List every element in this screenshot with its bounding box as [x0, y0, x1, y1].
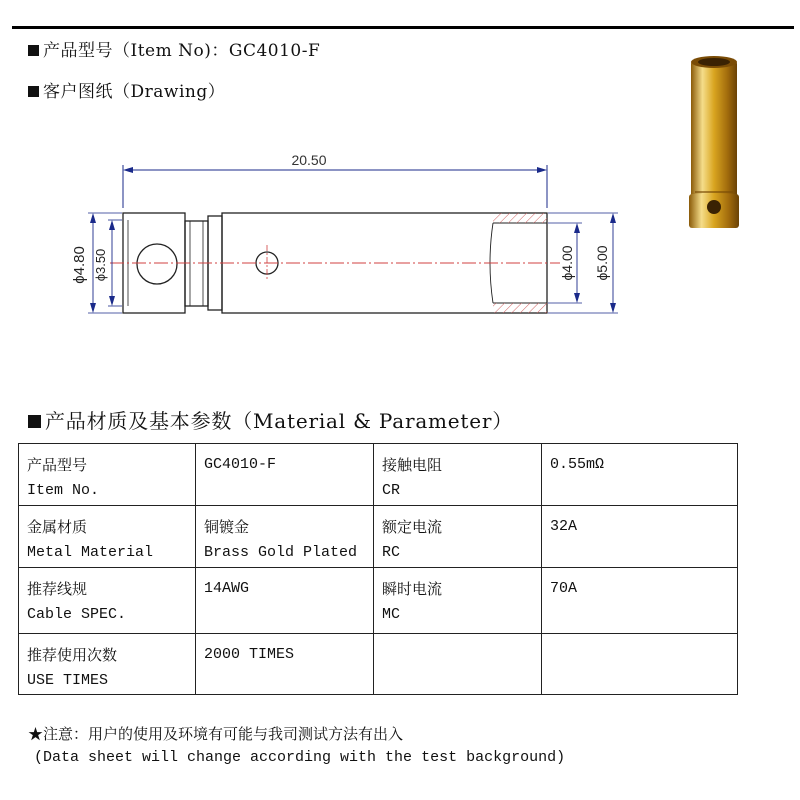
table-cell — [374, 568, 542, 634]
table-cell — [542, 568, 738, 634]
table-row — [19, 634, 738, 695]
table-cell — [196, 506, 374, 568]
table-cell — [374, 634, 542, 695]
table-row — [19, 444, 738, 506]
table-cell — [19, 444, 196, 506]
table-cell — [196, 444, 374, 506]
cell-en: Metal Material — [27, 544, 154, 561]
cell-value: GC4010-F — [204, 456, 277, 473]
inner-diameter-right-label: ϕ4.00 — [559, 245, 575, 281]
hatch-top — [493, 213, 547, 223]
cell-en: MC — [382, 606, 401, 623]
cell-value: 32A — [550, 518, 578, 535]
technical-drawing — [0, 120, 680, 330]
table-cell — [374, 506, 542, 568]
parameter-table — [18, 443, 738, 695]
cell-cn: 推荐线规 — [27, 580, 88, 598]
table-row — [19, 568, 738, 634]
cell-en: Item No. — [27, 482, 100, 499]
hatch-bottom — [493, 303, 547, 313]
table-cell — [196, 634, 374, 695]
cell-cn: 金属材质 — [27, 518, 88, 536]
outer-diameter-right-label: ϕ5.00 — [594, 245, 610, 281]
cell-cn: 推荐使用次数 — [27, 646, 118, 664]
cell-en: USE TIMES — [27, 672, 109, 689]
table-row — [19, 506, 738, 568]
cell-cn: 产品型号 — [27, 456, 88, 474]
table-cell — [374, 444, 542, 506]
cell-en: Brass Gold Plated — [204, 544, 358, 561]
inner-diameter-left-label: ϕ3.50 — [93, 248, 108, 282]
cell-en: RC — [382, 544, 401, 561]
top-rule — [12, 26, 794, 29]
cell-cn: 瞬时电流 — [382, 580, 443, 598]
table-cell — [19, 568, 196, 634]
cell-cn: 铜镀金 — [204, 518, 250, 536]
cell-en: CR — [382, 482, 401, 499]
square-bullet-icon — [28, 415, 41, 428]
table-cell — [196, 568, 374, 634]
outer-diameter-left-label: ϕ4.80 — [71, 246, 88, 284]
square-bullet-icon — [28, 45, 39, 56]
length-label: 20.50 — [291, 152, 327, 168]
product-photo — [683, 52, 745, 232]
item-number-heading: 产品型号（Item No)：GC4010-F — [28, 36, 320, 61]
note-chinese: ★注意：用户的使用及环境有可能与我司测试方法有出入 — [28, 725, 404, 743]
drawing-heading: 客户图纸（Drawing） — [28, 77, 225, 102]
note-english: (Data sheet will change according with the test background) — [34, 749, 566, 766]
cell-cn: 接触电阻 — [382, 456, 443, 474]
cell-cn: 额定电流 — [382, 518, 443, 536]
cell-value: 2000 TIMES — [204, 646, 295, 663]
cell-value: 70A — [550, 580, 578, 597]
cell-value: 14AWG — [204, 580, 250, 597]
table-cell — [19, 634, 196, 695]
length-dimension — [123, 165, 547, 208]
square-bullet-icon — [28, 86, 39, 97]
cell-value: 0.55mΩ — [550, 456, 605, 473]
table-cell — [542, 634, 738, 695]
table-cell — [542, 506, 738, 568]
cell-en: Cable SPEC. — [27, 606, 127, 623]
table-cell — [542, 444, 738, 506]
table-cell — [19, 506, 196, 568]
params-heading: 产品材质及基本参数（Material & Parameter） — [28, 405, 513, 434]
